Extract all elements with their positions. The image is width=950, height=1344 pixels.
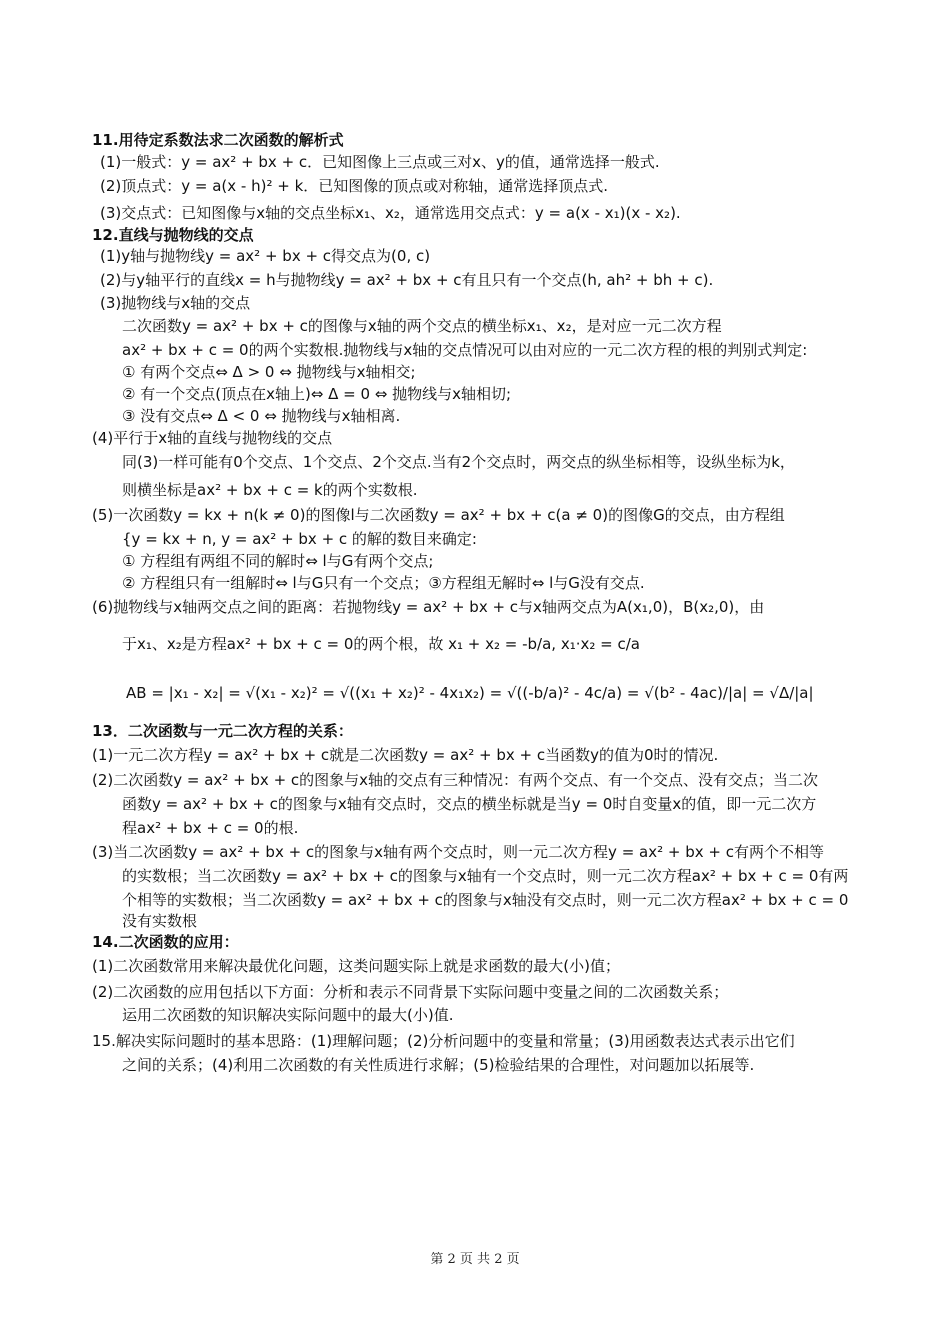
text-line: (3)交点式：已知图像与x轴的交点坐标x₁、x₂，通常选用交点式：y = a(x - x₁)(x - x₂).	[100, 204, 681, 222]
text-line: ② 有一个交点(顶点在x轴上)⇔ Δ = 0 ⇔ 抛物线与x轴相切;	[122, 385, 512, 403]
text-line: (2)二次函数y = ax² + bx + c的图象与x轴的交点有三种情况：有两个交点、有一个交点、没有交点；当二次	[92, 771, 819, 789]
text-line: 15.解决实际问题时的基本思路：(1)理解问题；(2)分析问题中的变量和常量；(3)用函数表达式表示出它们	[92, 1032, 795, 1050]
page-footer: 第 2 页 共 2 页	[430, 1252, 520, 1267]
text-line: 之间的关系；(4)利用二次函数的有关性质进行求解；(5)检验结果的合理性，对问题加以拓展等.	[122, 1056, 755, 1074]
text-line: 于x₁、x₂是方程ax² + bx + c = 0的两个根，故 x₁ + x₂ = -b/a, x₁·x₂ = c/a	[122, 635, 640, 653]
heading-13: 13．二次函数与一元二次方程的关系：	[92, 722, 353, 740]
text-line: (2)二次函数的应用包括以下方面：分析和表示不同背景下实际问题中变量之间的二次函数关系；	[92, 983, 729, 1001]
text-line: ② 方程组只有一组解时⇔ l与G只有一个交点；③方程组无解时⇔ l与G没有交点.	[122, 574, 645, 592]
text-line: 程ax² + bx + c = 0的根.	[122, 819, 299, 837]
text-line: 的实数根；当二次函数y = ax² + bx + c的图象与x轴有一个交点时，则一元二次方程ax² + bx + c = 0有两	[122, 867, 849, 885]
text-line: (1)一般式：y = ax² + bx + c．已知图像上三点或三对x、y的值，通常选择一般式.	[100, 153, 660, 171]
heading-11: 11.用待定系数法求二次函数的解析式	[92, 131, 344, 149]
text-line: (1)一元二次方程y = ax² + bx + c就是二次函数y = ax² + bx + c当函数y的值为0时的情况.	[92, 746, 719, 764]
text-line: (2)顶点式：y = a(x - h)² + k．已知图像的顶点或对称轴，通常选择顶点式.	[100, 177, 609, 195]
text-line: {y = kx + n, y = ax² + bx + c 的解的数目来确定:	[122, 530, 477, 548]
text-line: ax² + bx + c = 0的两个实数根.抛物线与x轴的交点情况可以由对应的一元二次方程的根的判别式判定:	[122, 341, 808, 359]
text-line: 则横坐标是ax² + bx + c = k的两个实数根.	[122, 481, 418, 499]
text-line: 二次函数y = ax² + bx + c的图像与x轴的两个交点的横坐标x₁、x₂，是对应一元二次方程	[122, 317, 722, 335]
text-line: (6)抛物线与x轴两交点之间的距离：若抛物线y = ax² + bx + c与x轴两交点为A(x₁,0)，B(x₂,0)，由	[92, 598, 765, 616]
text-line: (3)当二次函数y = ax² + bx + c的图象与x轴有两个交点时，则一元二次方程y = ax² + bx + c有两个不相等	[92, 843, 824, 861]
text-line: 函数y = ax² + bx + c的图象与x轴有交点时，交点的横坐标就是当y = 0时自变量x的值，即一元二次方	[122, 795, 817, 813]
text-line: 个相等的实数根；当二次函数y = ax² + bx + c的图象与x轴没有交点时，则一元二次方程ax² + bx + c = 0	[122, 891, 849, 909]
formula-ab-distance: AB = |x₁ - x₂| = √(x₁ - x₂)² = √((x₁ + x₂)² - 4x₁x₂) = √((-b/a)² - 4c/a) = √(b² - 4ac)/|a| = √Δ/|a|	[126, 684, 814, 702]
text-line: ① 有两个交点⇔ Δ > 0 ⇔ 抛物线与x轴相交;	[122, 363, 416, 381]
text-line: ① 方程组有两组不同的解时⇔ l与G有两个交点;	[122, 552, 434, 570]
text-line: 没有实数根	[122, 912, 198, 930]
heading-14: 14.二次函数的应用：	[92, 933, 239, 951]
text-line: (2)与y轴平行的直线x = h与抛物线y = ax² + bx + c有且只有一个交点(h, ah² + bh + c).	[100, 271, 714, 289]
text-line: (3)抛物线与x轴的交点	[100, 294, 251, 312]
text-line: 运用二次函数的知识解决实际问题中的最大(小)值.	[122, 1006, 454, 1024]
text-line: (4)平行于x轴的直线与抛物线的交点	[92, 429, 333, 447]
text-line: 同(3)一样可能有0个交点、1个交点、2个交点.当有2个交点时，两交点的纵坐标相等，设纵坐标为k，	[122, 453, 795, 471]
text-line: (5)一次函数y = kx + n(k ≠ 0)的图像l与二次函数y = ax² + bx + c(a ≠ 0)的图像G的交点，由方程组	[92, 506, 785, 524]
text-line: (1)二次函数常用来解决最优化问题，这类问题实际上就是求函数的最大(小)值；	[92, 957, 620, 975]
text-line: (1)y轴与抛物线y = ax² + bx + c得交点为(0, c)	[100, 247, 431, 265]
text-line: ③ 没有交点⇔ Δ < 0 ⇔ 抛物线与x轴相离.	[122, 407, 401, 425]
heading-12: 12.直线与抛物线的交点	[92, 226, 254, 244]
